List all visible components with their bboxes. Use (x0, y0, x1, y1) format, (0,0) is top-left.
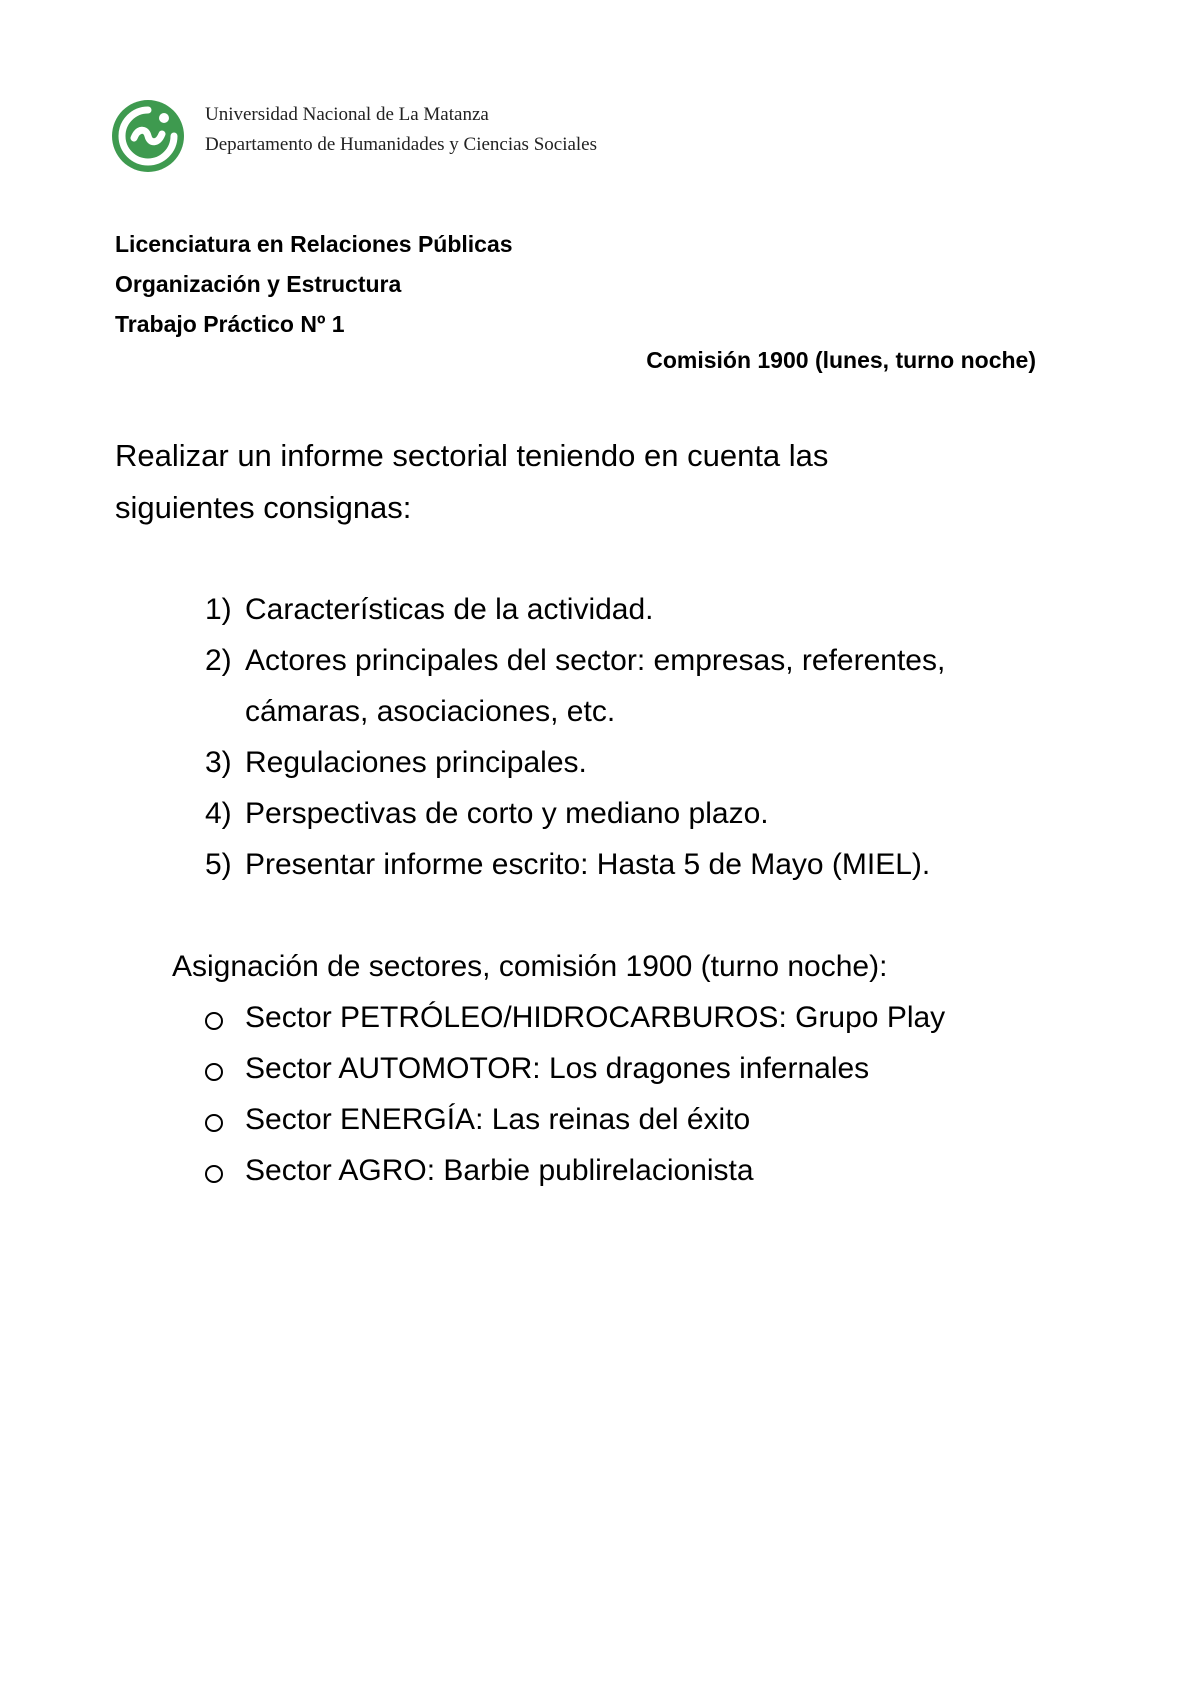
list-item (205, 1145, 945, 1196)
university-name: Universidad Nacional de La Matanza (205, 104, 489, 125)
sector-text: Sector AUTOMOTOR: Los dragones infernales (245, 1052, 870, 1085)
list-item (205, 584, 1035, 635)
item-text: Regulaciones principales. (245, 746, 587, 779)
list-item (205, 788, 1035, 839)
department-name: Departamento de Humanidades y Ciencias Sociales (205, 134, 598, 155)
degree-title: Licenciatura en Relaciones Públicas (115, 231, 513, 257)
circle-bullet-icon (205, 1108, 245, 1132)
item-text: Perspectivas de corto y mediano plazo. (245, 797, 769, 830)
commission-label: Comisión 1900 (lunes, turno noche) (646, 347, 1036, 373)
sector-text: Sector PETRÓLEO/HIDROCARBUROS: Grupo Play (245, 1001, 946, 1034)
item-number: 4) (205, 797, 232, 830)
item-number: 3) (205, 746, 232, 779)
list-item (205, 1043, 945, 1094)
instructions-list (205, 584, 1035, 890)
item-text: Presentar informe escrito: Hasta 5 de Mayo (MIEL). (245, 848, 931, 881)
circle-bullet-icon (205, 1006, 245, 1030)
institution-header (205, 100, 597, 160)
list-item (205, 737, 1035, 788)
list-item (205, 635, 1035, 737)
list-item (205, 1094, 945, 1145)
sector-assignment-heading: Asignación de sectores, comisión 1900 (turno noche): (172, 950, 888, 983)
list-item (205, 839, 1035, 890)
assignment-title: Trabajo Práctico Nº 1 (115, 311, 345, 337)
university-logo (112, 100, 184, 172)
item-number: 1) (205, 593, 232, 626)
list-item (205, 992, 945, 1043)
sector-text: Sector AGRO: Barbie publirelacionista (245, 1154, 754, 1187)
course-info (115, 224, 513, 344)
item-text: Características de la actividad. (245, 593, 654, 626)
item-number: 2) (205, 644, 232, 677)
circle-bullet-icon (205, 1159, 245, 1183)
sector-text: Sector ENERGÍA: Las reinas del éxito (245, 1103, 751, 1136)
item-number: 5) (205, 848, 232, 881)
item-text: Actores principales del sector: empresas, referentes, cámaras, asociaciones, etc. (245, 644, 946, 728)
circle-bullet-icon (205, 1057, 245, 1081)
intro-paragraph: Realizar un informe sectorial teniendo en cuenta las siguientes consignas: (115, 438, 829, 525)
subject-title: Organización y Estructura (115, 271, 402, 297)
sector-list (205, 992, 945, 1196)
